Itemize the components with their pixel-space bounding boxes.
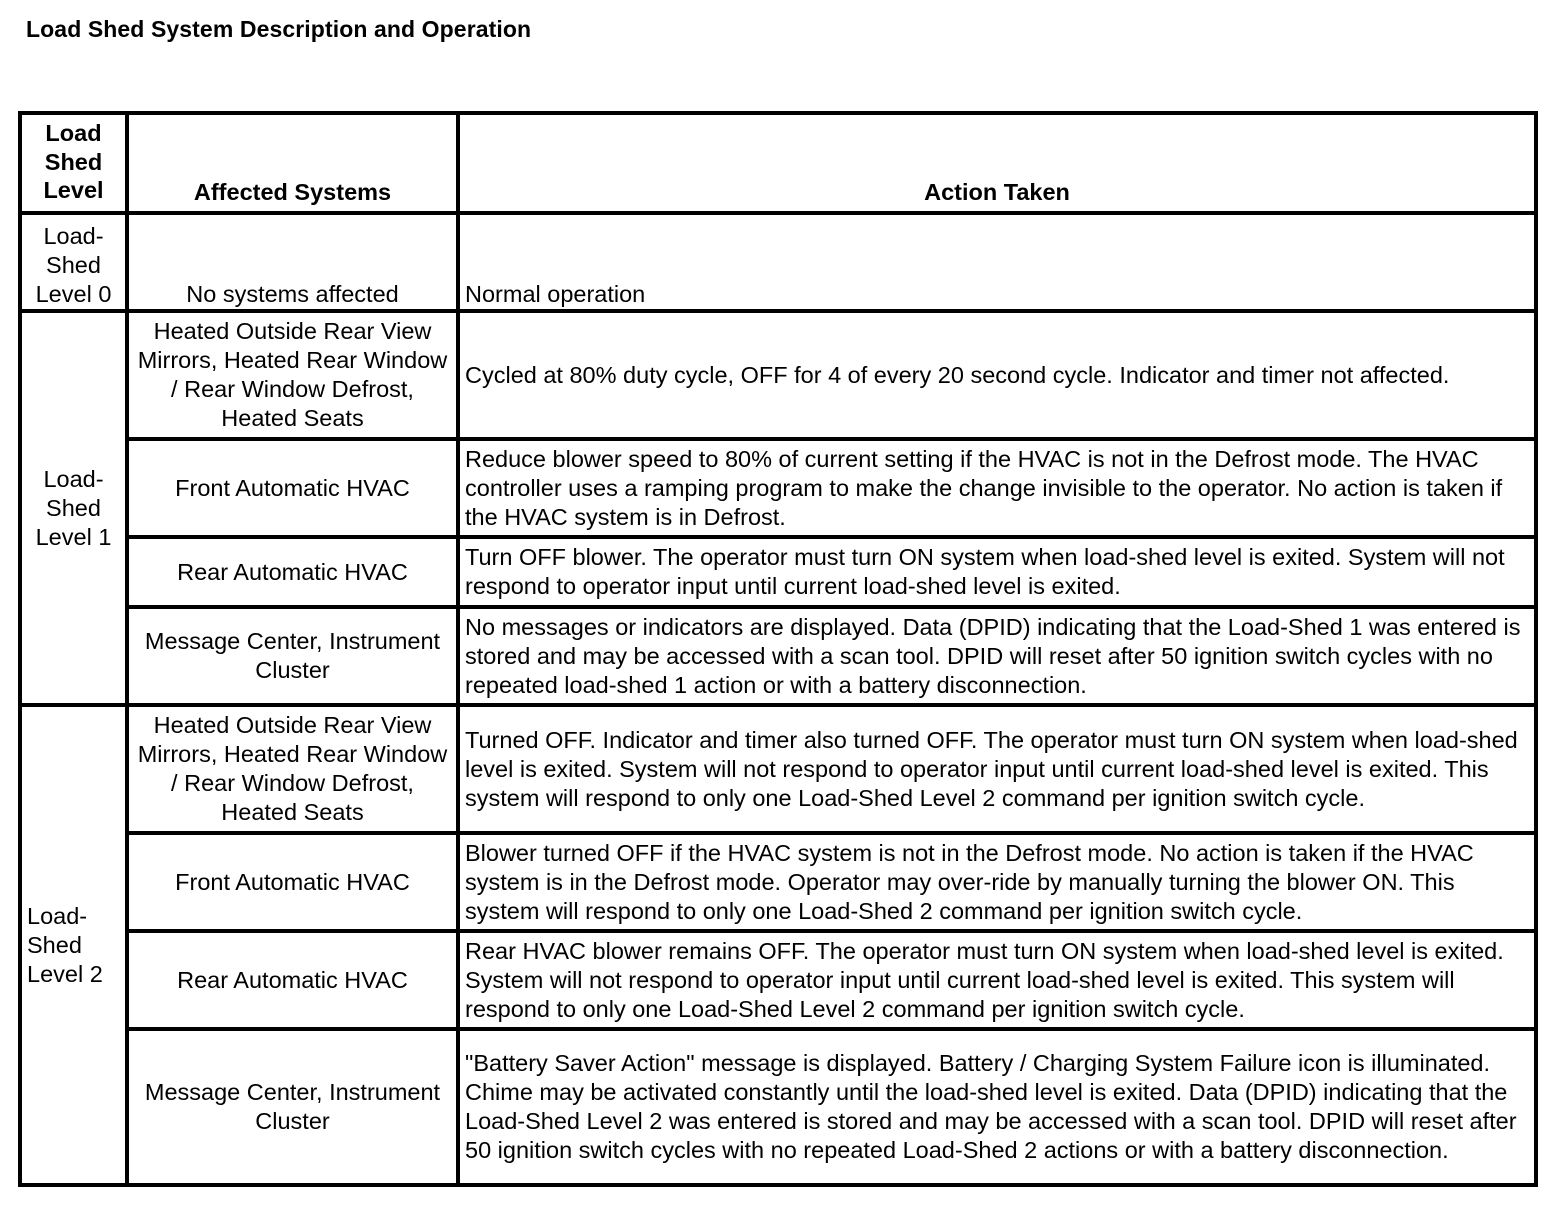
level-1-systems: Message Center, Instrument Cluster (127, 607, 458, 705)
level-2-systems: Front Automatic HVAC (127, 833, 458, 931)
table-row (20, 213, 1536, 311)
header-level: Load Shed Level (20, 113, 127, 213)
table-row (20, 705, 1536, 833)
table-row (20, 439, 1536, 537)
level-2-systems: Rear Automatic HVAC (127, 931, 458, 1029)
level-2-action: Turned OFF. Indicator and timer also turned OFF. The operator must turn ON system when load-shed level is exited. System will not respond to operator input until current load-shed level is exited. This system will respond to only one Load-Shed Level 2 command per ignition switch cycle. (458, 705, 1536, 833)
level-1-label: Load-Shed Level 1 (20, 311, 127, 705)
level-2-action: Blower turned OFF if the HVAC system is not in the Defrost mode. No action is taken if the HVAC system is in the Defrost mode. Operator may over-ride by manually turning the blower ON. This system will respond to only one Load-Shed 2 command per ignition switch cycle. (458, 833, 1536, 931)
level-1-action: Turn OFF blower. The operator must turn ON system when load-shed level is exited. System will not respond to operator input until current load-shed level is exited. (458, 537, 1536, 607)
level-0-action: Normal operation (458, 213, 1536, 311)
level-1-systems: Front Automatic HVAC (127, 439, 458, 537)
header-affected-systems: Affected Systems (127, 113, 458, 213)
level-2-systems: Message Center, Instrument Cluster (127, 1029, 458, 1185)
level-2-systems: Heated Outside Rear View Mirrors, Heated Rear Window / Rear Window Defrost, Heated Seats (127, 705, 458, 833)
header-row (20, 113, 1536, 213)
level-0-systems: No systems affected (127, 213, 458, 311)
level-1-systems: Rear Automatic HVAC (127, 537, 458, 607)
table-row (20, 833, 1536, 931)
level-1-action: Reduce blower speed to 80% of current setting if the HVAC is not in the Defrost mode. The HVAC controller uses a ramping program to make the change invisible to the operator. No action is taken if the HVAC system is in Defrost. (458, 439, 1536, 537)
level-2-label: Load-Shed Level 2 (20, 705, 127, 1185)
table-row (20, 311, 1536, 439)
level-2-action: Rear HVAC blower remains OFF. The operator must turn ON system when load-shed level is exited. System will not respond to operator input until current load-shed level is exited. This system will respond to only one Load-Shed Level 2 command per ignition switch cycle. (458, 931, 1536, 1029)
level-1-action: No messages or indicators are displayed. Data (DPID) indicating that the Load-Shed 1 was entered is stored and may be accessed with a scan tool. DPID will reset after 50 ignition switch cycles with no repeated load-shed 1 action or with a battery disconnection. (458, 607, 1536, 705)
level-1-action: Cycled at 80% duty cycle, OFF for 4 of every 20 second cycle. Indicator and timer not affected. (458, 311, 1536, 439)
page-title: Load Shed System Description and Operation (26, 16, 532, 42)
level-2-action: "Battery Saver Action" message is displayed. Battery / Charging System Failure icon is illuminated. Chime may be activated constantly until the load-shed level is exited. Data (DPID) indicating that the Load-Shed Level 2 was entered is stored and may be accessed with a scan tool. DPID will reset after 50 ignition switch cycles with no repeated Load-Shed 2 actions or with a battery disconnection. (458, 1029, 1536, 1185)
table-row (20, 607, 1536, 705)
load-shed-table (18, 111, 1538, 1187)
table-row (20, 1029, 1536, 1185)
level-1-systems: Heated Outside Rear View Mirrors, Heated Rear Window / Rear Window Defrost, Heated Seats (127, 311, 458, 439)
table-row (20, 537, 1536, 607)
header-action-taken: Action Taken (458, 113, 1536, 213)
level-0-label: Load-Shed Level 0 (20, 213, 127, 311)
table-row (20, 931, 1536, 1029)
